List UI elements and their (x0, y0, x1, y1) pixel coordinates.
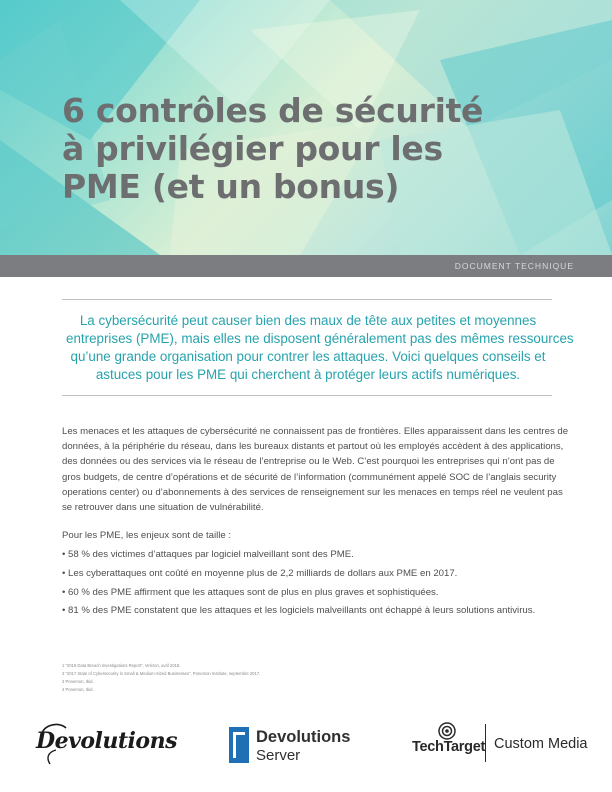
document-type-bar (0, 255, 612, 277)
document-title (62, 92, 562, 206)
bullet-item: • 60 % des PME affirment que les attaques sont de plus en plus graves et sophistiquées. (62, 587, 439, 598)
intro-line: qu’une grande organisation pour contrer les attaques. Voici quelques conseils et (70, 349, 546, 364)
intro-bottom-divider (62, 395, 552, 396)
intro-paragraph (66, 312, 574, 384)
techtarget-custom-media-logo (408, 722, 588, 770)
title-line-1: 6 contrôles de sécurité (62, 91, 484, 130)
devolutions-wordmark: Devolutions (36, 728, 177, 754)
server-brand-name: Devolutions (256, 728, 351, 746)
techtarget-eye-icon (436, 722, 458, 740)
server-door-icon (228, 726, 250, 764)
intro-line: entreprises (PME), mais elles ne disposent généralement pas des mêmes ressources (66, 331, 574, 346)
devolutions-logo (36, 718, 176, 768)
footnote: 2 “2017 State of Cybersecurity in Small & Medium-Sized Businesses”, Ponemon Institute, septembre 2017. (62, 671, 261, 676)
footnote: 4 Ponemon, Ibid. (62, 687, 94, 692)
body-line: des données ou des services via le réseau de l’entreprise ou le Web. C’est pourquoi les entreprises qui n’ont pas de (62, 456, 555, 468)
techtarget-wordmark: TechTarget (412, 739, 486, 755)
custom-media-wordmark: Custom Media (494, 736, 588, 752)
title-line-3: PME (et un bonus) (62, 167, 400, 206)
intro-line: astuces pour les PME qui cherchent à protéger leurs actifs numériques. (95, 367, 521, 382)
bullet-item: • Les cyberattaques ont coûté en moyenne plus de 2,2 milliards de dollars aux PME en 2017. (62, 568, 458, 579)
hero-banner (0, 0, 612, 255)
stakes-intro: Pour les PME, les enjeux sont de taille : (62, 530, 232, 541)
footnotes (62, 662, 260, 694)
bullet-item: • 58 % des victimes d’attaques par logiciel malveillant sont des PME. (62, 549, 354, 560)
body-paragraph (62, 424, 572, 515)
server-product-name: Server (256, 747, 301, 764)
logo-divider (485, 724, 486, 762)
intro-line: La cybersécurité peut causer bien des maux de tête aux petites et moyennes (79, 313, 537, 328)
body-line: gros budgets, de centre d’opérations et de sécurité de l’information (communément appelé SOC de l’anglais security (62, 471, 557, 483)
intro-top-divider (62, 299, 552, 300)
body-line: se retrouver dans une situation de vulnérabilité. (62, 502, 264, 514)
body-line: données, à la périphérie du réseau, dans les bureaux distants et partout où les employés accèdent à des applications, (62, 441, 564, 453)
document-type-label: DOCUMENT TECHNIQUE (454, 261, 574, 271)
bullet-item: • 81 % des PME constatent que les attaques et les logiciels malveillants ont échappé à leurs solutions antivirus. (62, 605, 536, 616)
body-line: Les menaces et les attaques de cybersécurité ne connaissent pas de frontières. Elles apparaissent dans les centres de (62, 426, 569, 437)
devolutions-server-logo (228, 726, 368, 766)
footnote: 1 “2018 Data Breach Investigations Report”, Verizon, avril 2018. (62, 663, 181, 668)
title-line-2: à privilégier pour les (62, 129, 443, 168)
body-line: operations center) ou d’abonnements à des services de renseignement sur les menaces en temps réel ne veulent pas (62, 486, 563, 498)
footnote: 3 Ponemon, Ibid. (62, 679, 94, 684)
